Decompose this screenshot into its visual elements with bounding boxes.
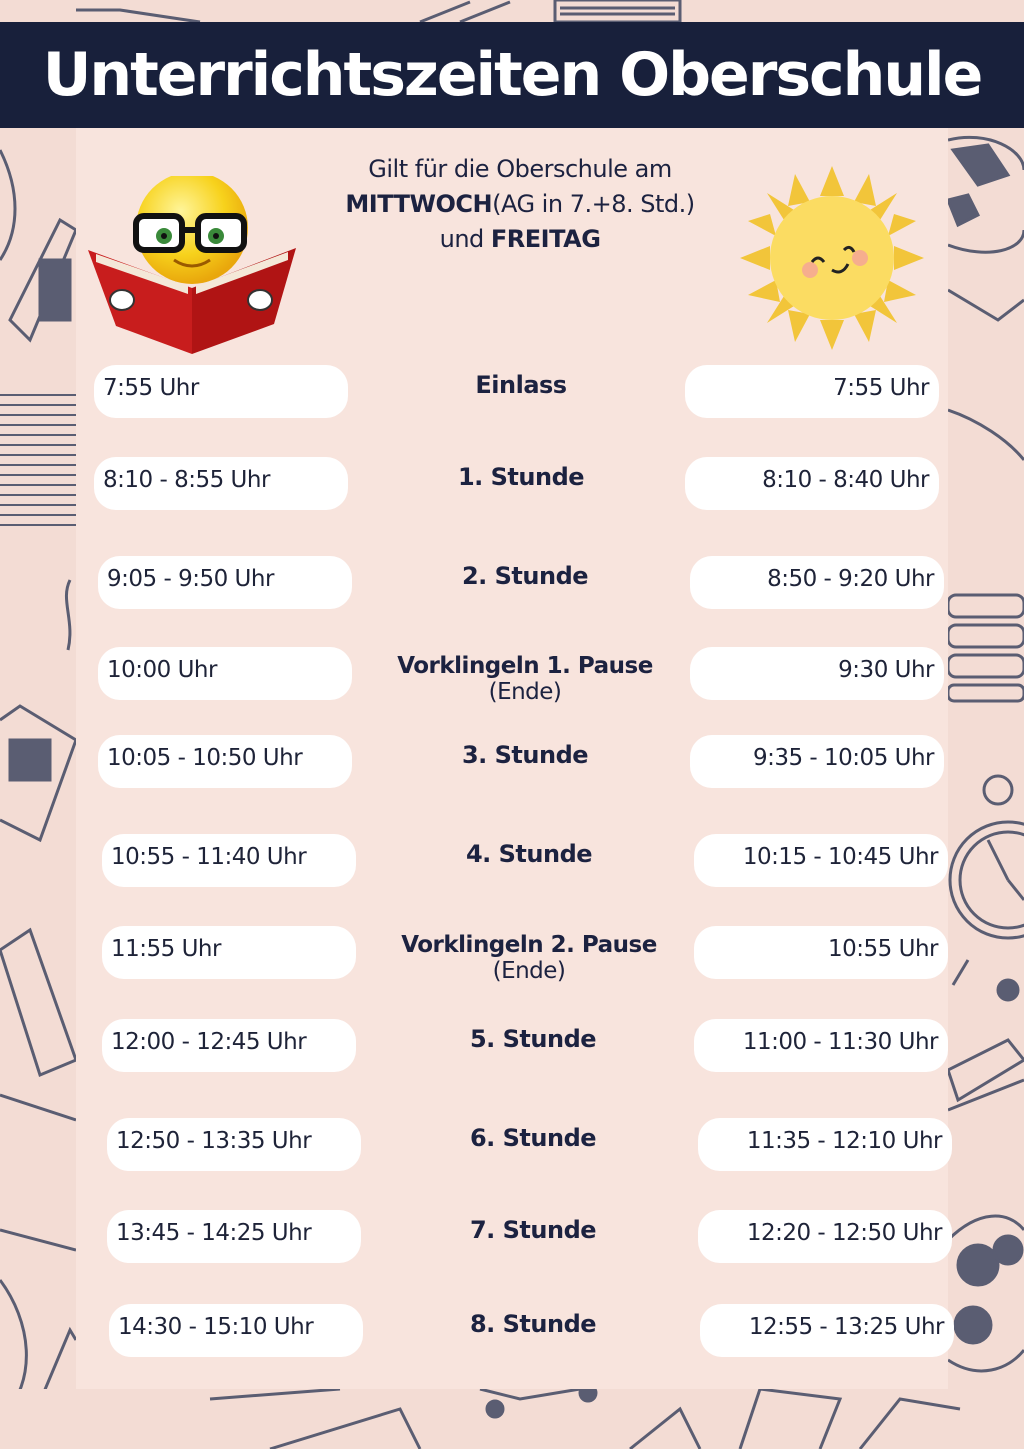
time-friday: 12:20 - 12:50 Uhr (698, 1210, 952, 1263)
and-word: und (439, 225, 484, 253)
doodle-bottom-icon (0, 1389, 1024, 1449)
left-doodle-strip (0, 0, 76, 1449)
period-label (368, 1216, 698, 1244)
intro-line-3 (300, 222, 740, 257)
period-name: 5. Stunde (469, 1025, 597, 1053)
bottom-doodle-strip (0, 1389, 1024, 1449)
period-label (368, 1310, 698, 1338)
top-doodle-strip (0, 0, 1024, 24)
time-friday: 8:10 - 8:40 Uhr (685, 457, 939, 510)
time-friday: 10:15 - 10:45 Uhr (694, 834, 948, 887)
intro-line-2 (300, 187, 740, 222)
time-friday: 9:30 Uhr (690, 647, 944, 700)
period-label (360, 741, 690, 769)
intro-line-1: Gilt für die Oberschule am (368, 155, 672, 183)
period-label (360, 562, 690, 590)
time-wednesday: 8:10 - 8:55 Uhr (94, 457, 348, 510)
time-wednesday: 11:55 Uhr (102, 926, 356, 979)
ag-note: (AG in 7.+8. Std.) (492, 190, 695, 218)
period-note: (Ende) (488, 679, 562, 705)
period-name: 6. Stunde (469, 1124, 597, 1152)
period-name: 1. Stunde (457, 463, 585, 491)
time-wednesday: 12:00 - 12:45 Uhr (102, 1019, 356, 1072)
period-name: 3. Stunde (461, 741, 589, 769)
day-wednesday: MITTWOCH (345, 190, 493, 218)
reading-smiley-icon (88, 176, 298, 354)
time-friday: 10:55 Uhr (694, 926, 948, 979)
time-wednesday: 7:55 Uhr (94, 365, 348, 418)
period-name: 7. Stunde (469, 1216, 597, 1244)
day-friday: FREITAG (490, 225, 601, 253)
time-wednesday: 10:05 - 10:50 Uhr (98, 735, 352, 788)
doodle-books-left-icon (0, 0, 76, 1449)
period-label (364, 840, 694, 868)
period-name: 8. Stunde (469, 1310, 597, 1338)
time-wednesday: 12:50 - 13:35 Uhr (107, 1118, 361, 1171)
time-wednesday: 13:45 - 14:25 Uhr (107, 1210, 361, 1263)
time-friday: 12:55 - 13:25 Uhr (700, 1304, 954, 1357)
page-title: Unterrichtszeiten Oberschule (42, 40, 982, 110)
period-name: Vorklingeln 2. Pause (401, 932, 657, 958)
doodle-top-icon (0, 0, 1024, 24)
period-name: Vorklingeln 1. Pause (397, 653, 653, 679)
time-friday: 7:55 Uhr (685, 365, 939, 418)
time-friday: 11:35 - 12:10 Uhr (698, 1118, 952, 1171)
time-friday: 11:00 - 11:30 Uhr (694, 1019, 948, 1072)
smiling-sun-icon (740, 166, 924, 350)
period-label (356, 371, 686, 399)
period-label (368, 1025, 698, 1053)
period-label (360, 653, 690, 705)
title-bar (0, 22, 1024, 128)
time-wednesday: 14:30 - 15:10 Uhr (109, 1304, 363, 1357)
time-wednesday: 9:05 - 9:50 Uhr (98, 556, 352, 609)
time-wednesday: 10:00 Uhr (98, 647, 352, 700)
period-name: 2. Stunde (461, 562, 589, 590)
period-name: 4. Stunde (465, 840, 593, 868)
period-label (368, 1124, 698, 1152)
period-label (364, 932, 694, 984)
time-friday: 8:50 - 9:20 Uhr (690, 556, 944, 609)
time-friday: 9:35 - 10:05 Uhr (690, 735, 944, 788)
intro-text (300, 152, 740, 257)
doodle-clock-right-icon (948, 0, 1024, 1449)
period-name: Einlass (475, 371, 567, 399)
period-note: (Ende) (492, 958, 566, 984)
time-wednesday: 10:55 - 11:40 Uhr (102, 834, 356, 887)
period-label (356, 463, 686, 491)
right-doodle-strip (948, 0, 1024, 1449)
